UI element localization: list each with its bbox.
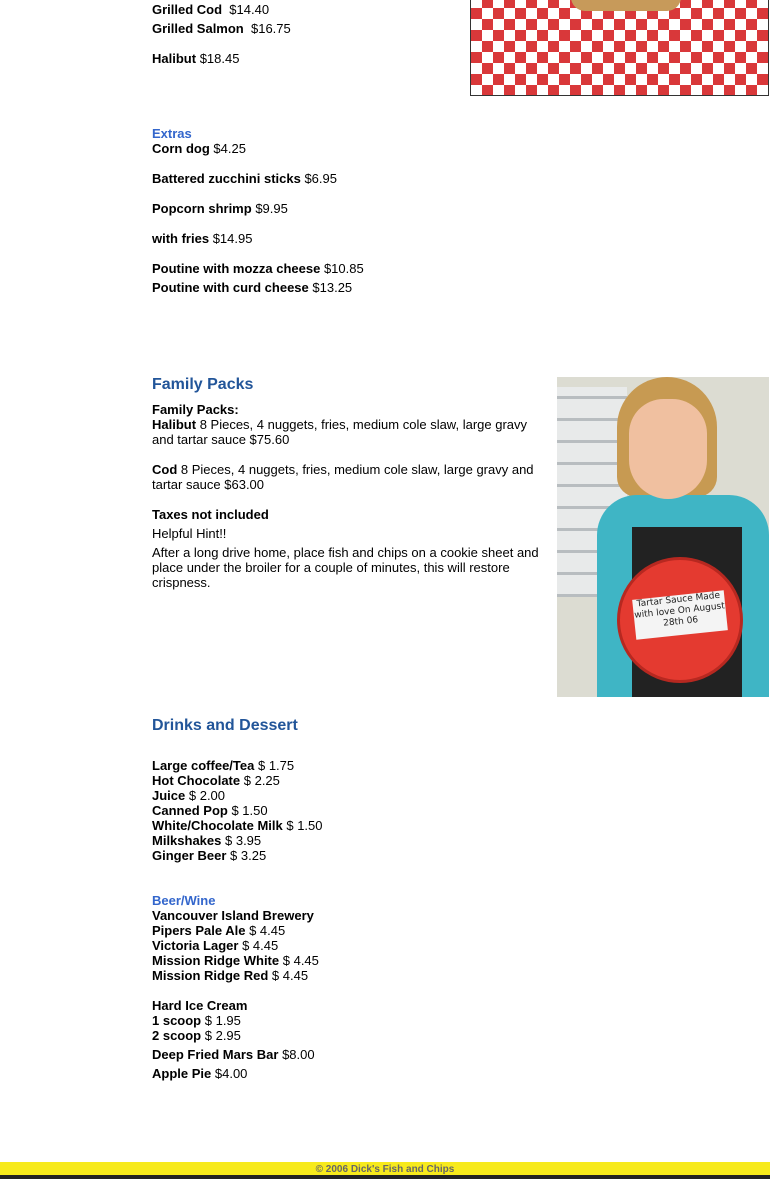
beer-item — [152, 938, 278, 953]
item-price: $16.75 — [250, 21, 291, 36]
item-name: Pipers Pale Ale — [152, 923, 246, 938]
item-name: White/Chocolate Milk — [152, 818, 283, 833]
face-image — [629, 399, 707, 499]
item-name: Corn dog — [152, 141, 210, 156]
copyright-footer: © 2006 Dick's Fish and Chips — [0, 1162, 770, 1175]
item-price: $ 2.00 — [188, 788, 226, 803]
item-price: $ 4.45 — [242, 938, 279, 953]
item-name: 1 scoop — [152, 1013, 202, 1028]
extras-heading: Extras — [152, 126, 192, 141]
item-name: Mission Ridge White — [152, 953, 280, 968]
bucket-label: Tartar Sauce Made with love On August 28th 06 — [632, 590, 728, 639]
item-price: $ 1.95 — [204, 1013, 241, 1028]
item-price: $14.95 — [212, 231, 253, 246]
item-name: Hot Chocolate — [152, 773, 241, 788]
item-name: Deep Fried Mars Bar — [152, 1047, 279, 1062]
item-name: Large coffee/Tea — [152, 758, 255, 773]
pack-description: 8 Pieces, 4 nuggets, fries, medium cole slaw, large gravy and tartar sauce $75.60 — [152, 417, 528, 447]
checkered-tray-photo — [470, 0, 769, 96]
menu-item-zucchini — [152, 171, 337, 186]
item-name: Victoria Lager — [152, 938, 239, 953]
item-price: $6.95 — [304, 171, 337, 186]
drink-item — [152, 758, 294, 773]
item-price: $ 1.50 — [231, 803, 268, 818]
menu-item-popcorn-shrimp — [152, 201, 288, 216]
item-price: $ 3.95 — [225, 833, 262, 848]
drink-item — [152, 773, 280, 788]
item-name: Milkshakes — [152, 833, 222, 848]
item-price: $ 1.50 — [286, 818, 323, 833]
item-price: $18.45 — [199, 51, 240, 66]
dessert-item — [152, 1013, 241, 1028]
item-name: Mission Ridge Red — [152, 968, 269, 983]
dessert-item — [152, 1047, 315, 1062]
item-name: Poutine with mozza cheese — [152, 261, 321, 276]
beer-item — [152, 923, 285, 938]
item-name: Grilled Cod — [152, 2, 223, 17]
drink-item — [152, 818, 323, 833]
item-name: Popcorn shrimp — [152, 201, 252, 216]
item-price: $9.95 — [255, 201, 288, 216]
brewery-name: Vancouver Island Brewery — [152, 908, 314, 923]
item-price: $ 2.25 — [243, 773, 280, 788]
dessert-item — [152, 1066, 247, 1081]
dessert-item — [152, 1028, 241, 1043]
tartar-sauce-photo — [557, 377, 769, 697]
family-packs-subheading: Family Packs: — [152, 402, 239, 417]
item-name: Halibut — [152, 51, 197, 66]
bucket-image — [617, 557, 743, 683]
item-name: 2 scoop — [152, 1028, 202, 1043]
food-image — [571, 0, 681, 11]
pack-description: 8 Pieces, 4 nuggets, fries, medium cole slaw, large gravy and tartar sauce $63.00 — [152, 462, 534, 492]
item-price: $ 2.95 — [204, 1028, 241, 1043]
item-price: $ 3.25 — [230, 848, 267, 863]
wine-item — [152, 953, 319, 968]
drink-item — [152, 848, 266, 863]
wine-item — [152, 968, 308, 983]
drink-item — [152, 803, 268, 818]
taxes-note: Taxes not included — [152, 507, 269, 522]
item-price: $13.25 — [312, 280, 353, 295]
menu-item-corn-dog — [152, 141, 246, 156]
item-name: Grilled Salmon — [152, 21, 244, 36]
beer-wine-heading: Beer/Wine — [152, 893, 216, 908]
item-price: $4.00 — [214, 1066, 248, 1081]
item-name: Juice — [152, 788, 186, 803]
item-name: Apple Pie — [152, 1066, 212, 1081]
family-pack-halibut — [152, 417, 542, 447]
pack-name: Cod — [152, 462, 178, 477]
menu-item-grilled-salmon — [152, 21, 291, 36]
menu-item-poutine-curd — [152, 280, 352, 295]
family-packs-heading: Family Packs — [152, 376, 254, 393]
item-name: with fries — [152, 231, 210, 246]
menu-item-grilled-cod — [152, 2, 269, 17]
menu-item-poutine-mozza — [152, 261, 364, 276]
menu-item-with-fries — [152, 231, 252, 246]
item-name: Ginger Beer — [152, 848, 227, 863]
item-name: Battered zucchini sticks — [152, 171, 301, 186]
item-price: $ 4.45 — [249, 923, 286, 938]
item-name: Canned Pop — [152, 803, 228, 818]
family-pack-cod — [152, 462, 542, 492]
pack-name: Halibut — [152, 417, 197, 432]
ice-cream-heading: Hard Ice Cream — [152, 998, 248, 1013]
item-price: $ 4.45 — [282, 953, 319, 968]
item-price: $ 1.75 — [257, 758, 295, 773]
item-price: $14.40 — [229, 2, 270, 17]
menu-item-halibut — [152, 51, 239, 66]
footer-divider — [0, 1175, 770, 1179]
item-price: $4.25 — [213, 141, 246, 156]
drink-item — [152, 788, 225, 803]
drinks-heading: Drinks and Dessert — [152, 717, 298, 734]
drink-item — [152, 833, 261, 848]
hint-text: After a long drive home, place fish and chips on a cookie sheet and place under the broiler for a couple of minutes, this will restore crispness. — [152, 545, 539, 590]
item-price: $8.00 — [282, 1047, 315, 1062]
item-price: $10.85 — [323, 261, 364, 276]
item-price: $ 4.45 — [271, 968, 309, 983]
hint-title: Helpful Hint!! — [152, 526, 227, 541]
item-name: Poutine with curd cheese — [152, 280, 309, 295]
